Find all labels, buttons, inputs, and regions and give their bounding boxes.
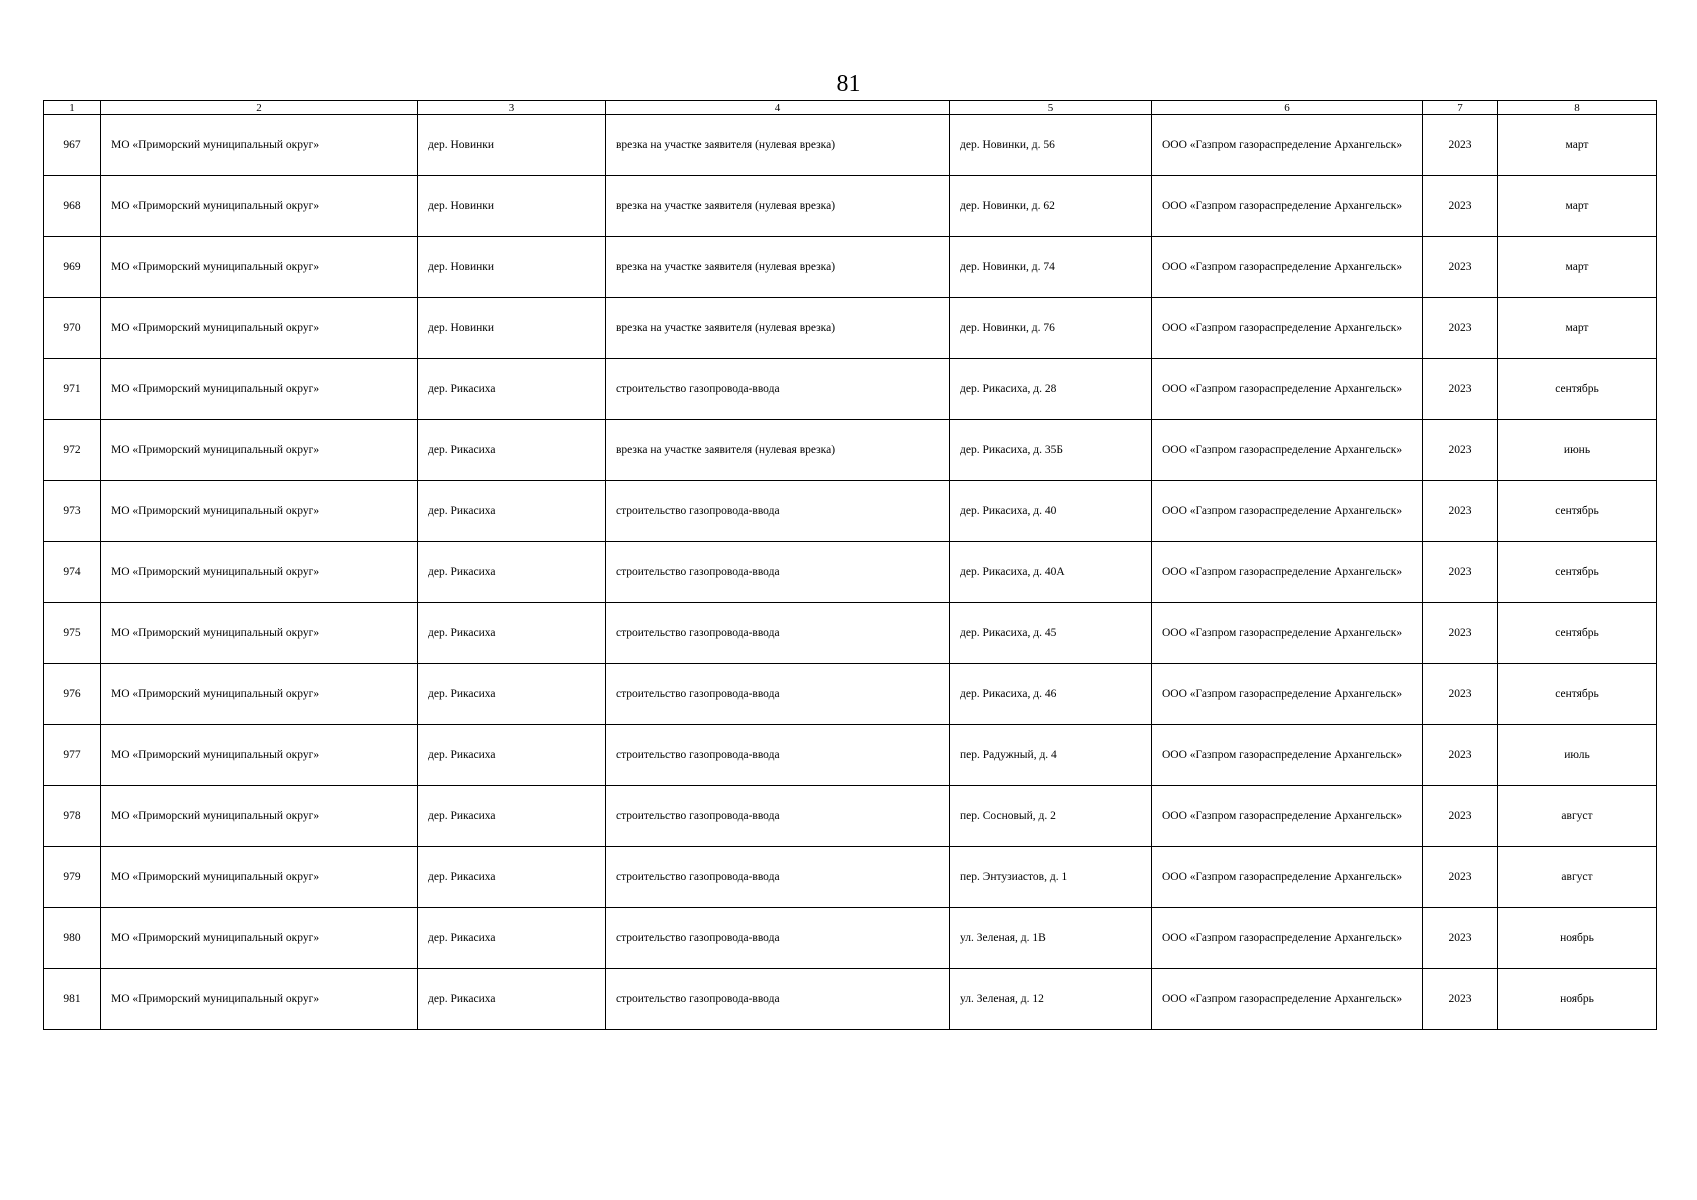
year-cell: 2023 — [1423, 603, 1498, 664]
column-header: 1 — [44, 101, 101, 115]
table-row — [44, 298, 1657, 359]
work-type-cell: врезка на участке заявителя (нулевая врезка) — [606, 176, 950, 237]
address-cell: ул. Зеленая, д. 12 — [950, 969, 1152, 1030]
row-number-cell: 970 — [44, 298, 101, 359]
municipality-cell: МО «Приморский муниципальный округ» — [101, 481, 418, 542]
organization-cell: ООО «Газпром газораспределение Архангельск» — [1152, 481, 1423, 542]
address-cell: дер. Новинки, д. 56 — [950, 115, 1152, 176]
settlement-cell: дер. Рикасиха — [418, 542, 606, 603]
settlement-cell: дер. Рикасиха — [418, 908, 606, 969]
settlement-cell: дер. Новинки — [418, 115, 606, 176]
address-cell: пер. Сосновый, д. 2 — [950, 786, 1152, 847]
table-row — [44, 481, 1657, 542]
table-row — [44, 237, 1657, 298]
settlement-cell: дер. Рикасиха — [418, 725, 606, 786]
municipality-cell: МО «Приморский муниципальный округ» — [101, 664, 418, 725]
settlement-cell: дер. Рикасиха — [418, 664, 606, 725]
row-number-cell: 967 — [44, 115, 101, 176]
work-type-cell: строительство газопровода-ввода — [606, 359, 950, 420]
organization-cell: ООО «Газпром газораспределение Архангельск» — [1152, 786, 1423, 847]
municipality-cell: МО «Приморский муниципальный округ» — [101, 298, 418, 359]
organization-cell: ООО «Газпром газораспределение Архангельск» — [1152, 420, 1423, 481]
work-type-cell: строительство газопровода-ввода — [606, 542, 950, 603]
month-cell: июнь — [1498, 420, 1657, 481]
row-number-cell: 973 — [44, 481, 101, 542]
address-cell: дер. Рикасиха, д. 40 — [950, 481, 1152, 542]
column-number-row — [44, 101, 1657, 115]
work-type-cell: строительство газопровода-ввода — [606, 725, 950, 786]
work-type-cell: врезка на участке заявителя (нулевая врезка) — [606, 237, 950, 298]
settlement-cell: дер. Новинки — [418, 298, 606, 359]
organization-cell: ООО «Газпром газораспределение Архангельск» — [1152, 908, 1423, 969]
organization-cell: ООО «Газпром газораспределение Архангельск» — [1152, 176, 1423, 237]
settlement-cell: дер. Рикасиха — [418, 603, 606, 664]
month-cell: сентябрь — [1498, 359, 1657, 420]
page-number: 81 — [836, 71, 861, 97]
address-cell: дер. Рикасиха, д. 45 — [950, 603, 1152, 664]
column-header: 7 — [1423, 101, 1498, 115]
organization-cell: ООО «Газпром газораспределение Архангельск» — [1152, 298, 1423, 359]
year-cell: 2023 — [1423, 969, 1498, 1030]
municipality-cell: МО «Приморский муниципальный округ» — [101, 176, 418, 237]
work-type-cell: строительство газопровода-ввода — [606, 969, 950, 1030]
row-number-cell: 974 — [44, 542, 101, 603]
organization-cell: ООО «Газпром газораспределение Архангельск» — [1152, 603, 1423, 664]
address-cell: дер. Новинки, д. 76 — [950, 298, 1152, 359]
organization-cell: ООО «Газпром газораспределение Архангельск» — [1152, 115, 1423, 176]
table-row — [44, 847, 1657, 908]
table-row — [44, 908, 1657, 969]
month-cell: март — [1498, 298, 1657, 359]
organization-cell: ООО «Газпром газораспределение Архангельск» — [1152, 725, 1423, 786]
municipality-cell: МО «Приморский муниципальный округ» — [101, 969, 418, 1030]
column-header: 6 — [1152, 101, 1423, 115]
address-cell: дер. Рикасиха, д. 28 — [950, 359, 1152, 420]
row-number-cell: 980 — [44, 908, 101, 969]
month-cell: сентябрь — [1498, 603, 1657, 664]
row-number-cell: 971 — [44, 359, 101, 420]
municipality-cell: МО «Приморский муниципальный округ» — [101, 542, 418, 603]
work-type-cell: строительство газопровода-ввода — [606, 664, 950, 725]
municipality-cell: МО «Приморский муниципальный округ» — [101, 420, 418, 481]
year-cell: 2023 — [1423, 420, 1498, 481]
year-cell: 2023 — [1423, 664, 1498, 725]
month-cell: август — [1498, 847, 1657, 908]
year-cell: 2023 — [1423, 908, 1498, 969]
table-row — [44, 969, 1657, 1030]
table-row — [44, 603, 1657, 664]
table-body — [44, 115, 1657, 1030]
municipality-cell: МО «Приморский муниципальный округ» — [101, 115, 418, 176]
month-cell: август — [1498, 786, 1657, 847]
table-header — [44, 101, 1657, 115]
month-cell: март — [1498, 115, 1657, 176]
work-type-cell: строительство газопровода-ввода — [606, 908, 950, 969]
settlement-cell: дер. Новинки — [418, 237, 606, 298]
settlement-cell: дер. Рикасиха — [418, 359, 606, 420]
work-type-cell: строительство газопровода-ввода — [606, 847, 950, 908]
settlement-cell: дер. Новинки — [418, 176, 606, 237]
organization-cell: ООО «Газпром газораспределение Архангельск» — [1152, 664, 1423, 725]
column-header: 5 — [950, 101, 1152, 115]
work-type-cell: строительство газопровода-ввода — [606, 481, 950, 542]
column-header: 8 — [1498, 101, 1657, 115]
data-table — [43, 100, 1657, 1030]
table-row — [44, 420, 1657, 481]
year-cell: 2023 — [1423, 847, 1498, 908]
month-cell: март — [1498, 237, 1657, 298]
month-cell: ноябрь — [1498, 908, 1657, 969]
year-cell: 2023 — [1423, 725, 1498, 786]
column-header: 3 — [418, 101, 606, 115]
municipality-cell: МО «Приморский муниципальный округ» — [101, 603, 418, 664]
year-cell: 2023 — [1423, 481, 1498, 542]
organization-cell: ООО «Газпром газораспределение Архангельск» — [1152, 969, 1423, 1030]
work-type-cell: строительство газопровода-ввода — [606, 603, 950, 664]
municipality-cell: МО «Приморский муниципальный округ» — [101, 725, 418, 786]
table-row — [44, 725, 1657, 786]
year-cell: 2023 — [1423, 359, 1498, 420]
settlement-cell: дер. Рикасиха — [418, 481, 606, 542]
municipality-cell: МО «Приморский муниципальный округ» — [101, 359, 418, 420]
municipality-cell: МО «Приморский муниципальный округ» — [101, 847, 418, 908]
year-cell: 2023 — [1423, 786, 1498, 847]
row-number-cell: 976 — [44, 664, 101, 725]
municipality-cell: МО «Приморский муниципальный округ» — [101, 908, 418, 969]
month-cell: сентябрь — [1498, 481, 1657, 542]
month-cell: сентябрь — [1498, 542, 1657, 603]
year-cell: 2023 — [1423, 237, 1498, 298]
month-cell: сентябрь — [1498, 664, 1657, 725]
row-number-cell: 977 — [44, 725, 101, 786]
address-cell: дер. Новинки, д. 74 — [950, 237, 1152, 298]
address-cell: пер. Энтузиастов, д. 1 — [950, 847, 1152, 908]
settlement-cell: дер. Рикасиха — [418, 847, 606, 908]
row-number-cell: 969 — [44, 237, 101, 298]
municipality-cell: МО «Приморский муниципальный округ» — [101, 786, 418, 847]
table-row — [44, 786, 1657, 847]
work-type-cell: врезка на участке заявителя (нулевая врезка) — [606, 298, 950, 359]
organization-cell: ООО «Газпром газораспределение Архангельск» — [1152, 237, 1423, 298]
address-cell: пер. Радужный, д. 4 — [950, 725, 1152, 786]
row-number-cell: 978 — [44, 786, 101, 847]
table-row — [44, 115, 1657, 176]
organization-cell: ООО «Газпром газораспределение Архангельск» — [1152, 542, 1423, 603]
column-header: 4 — [606, 101, 950, 115]
month-cell: ноябрь — [1498, 969, 1657, 1030]
row-number-cell: 981 — [44, 969, 101, 1030]
month-cell: июль — [1498, 725, 1657, 786]
table-row — [44, 359, 1657, 420]
year-cell: 2023 — [1423, 115, 1498, 176]
work-type-cell: врезка на участке заявителя (нулевая врезка) — [606, 115, 950, 176]
settlement-cell: дер. Рикасиха — [418, 969, 606, 1030]
work-type-cell: строительство газопровода-ввода — [606, 786, 950, 847]
row-number-cell: 979 — [44, 847, 101, 908]
row-number-cell: 972 — [44, 420, 101, 481]
month-cell: март — [1498, 176, 1657, 237]
address-cell: дер. Рикасиха, д. 35Б — [950, 420, 1152, 481]
address-cell: дер. Рикасиха, д. 46 — [950, 664, 1152, 725]
work-type-cell: врезка на участке заявителя (нулевая врезка) — [606, 420, 950, 481]
settlement-cell: дер. Рикасиха — [418, 786, 606, 847]
address-cell: дер. Рикасиха, д. 40А — [950, 542, 1152, 603]
address-cell: ул. Зеленая, д. 1В — [950, 908, 1152, 969]
row-number-cell: 968 — [44, 176, 101, 237]
row-number-cell: 975 — [44, 603, 101, 664]
table-row — [44, 176, 1657, 237]
organization-cell: ООО «Газпром газораспределение Архангельск» — [1152, 847, 1423, 908]
year-cell: 2023 — [1423, 542, 1498, 603]
organization-cell: ООО «Газпром газораспределение Архангельск» — [1152, 359, 1423, 420]
settlement-cell: дер. Рикасиха — [418, 420, 606, 481]
table-row — [44, 664, 1657, 725]
year-cell: 2023 — [1423, 298, 1498, 359]
address-cell: дер. Новинки, д. 62 — [950, 176, 1152, 237]
table-row — [44, 542, 1657, 603]
column-header: 2 — [101, 101, 418, 115]
year-cell: 2023 — [1423, 176, 1498, 237]
municipality-cell: МО «Приморский муниципальный округ» — [101, 237, 418, 298]
